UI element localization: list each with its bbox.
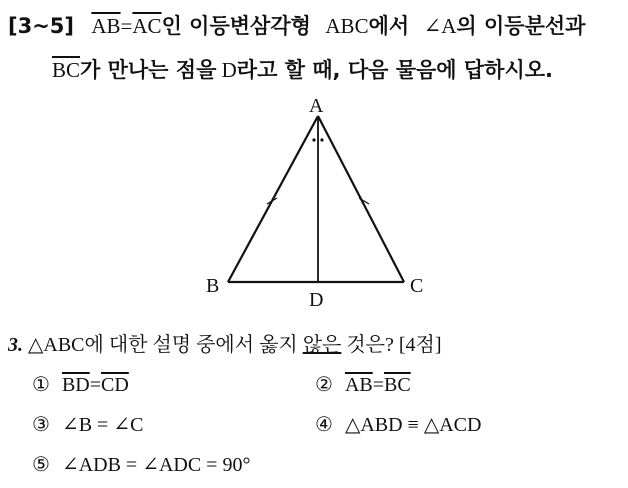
label-c: C [410, 275, 424, 297]
question-3 [8, 328, 442, 357]
angle-a: ∠A [423, 14, 457, 38]
choice-1-seg-b: $\overline{CD}$ [101, 374, 129, 396]
triangle-name: ABC [325, 14, 369, 38]
choice-2-seg-a: $\overline{AB}$ [344, 374, 373, 396]
problem-range: [3~5] [8, 14, 75, 38]
question-text-b: 것은? [346, 334, 394, 356]
choice-2[interactable] [315, 372, 411, 397]
choice-4-text: △ABD ≡ △ACD [344, 414, 482, 436]
choice-5-mark: ⑤ [32, 452, 50, 476]
point-d: D [221, 58, 237, 82]
equals-sign: = [120, 14, 133, 38]
header-text-e: 라고 할 때, 다음 물음에 답하시오. [236, 58, 554, 82]
choice-1-eq: = [89, 374, 102, 396]
header-text-b: 에서 [368, 14, 410, 38]
side-ab [228, 116, 318, 282]
choice-1-mark: ① [32, 372, 50, 396]
segment-bc: $\overline{BC}$ [52, 58, 81, 82]
question-number: 3. [8, 334, 23, 356]
choice-2-seg-b: $\overline{BC}$ [384, 374, 411, 396]
question-points: [4점] [398, 334, 442, 356]
choice-5[interactable] [32, 452, 250, 477]
label-a: A [309, 95, 324, 117]
header-text-d: 가 만나는 점을 [80, 58, 217, 82]
choice-1-seg-a: $\overline{BD}$ [61, 374, 90, 396]
choice-5-text: ∠ADB = ∠ADC = 90° [61, 454, 251, 476]
choice-2-mark: ② [315, 372, 333, 396]
choice-4[interactable] [315, 412, 481, 437]
angle-mark-dot-right [320, 138, 323, 141]
segment-ac: $\overline{AC}$ [132, 14, 162, 38]
choice-1[interactable] [32, 372, 129, 397]
angle-mark-dot-left [312, 138, 315, 141]
choice-3-text: ∠B = ∠C [61, 414, 144, 436]
segment-ab: $\overline{AB}$ [91, 14, 121, 38]
choice-3-mark: ③ [32, 412, 50, 436]
question-text-a: △ABC에 대한 설명 중에서 옳지 [28, 334, 298, 356]
choice-2-eq: = [372, 374, 385, 396]
label-b: B [206, 275, 220, 297]
choice-4-mark: ④ [315, 412, 333, 436]
header-text-a: 인 이등변삼각형 [161, 14, 311, 38]
question-underlined-word: 않은 [302, 334, 342, 356]
header-text-c: 의 이등분선과 [456, 14, 586, 38]
label-d: D [309, 289, 324, 311]
choice-3[interactable] [32, 412, 143, 437]
